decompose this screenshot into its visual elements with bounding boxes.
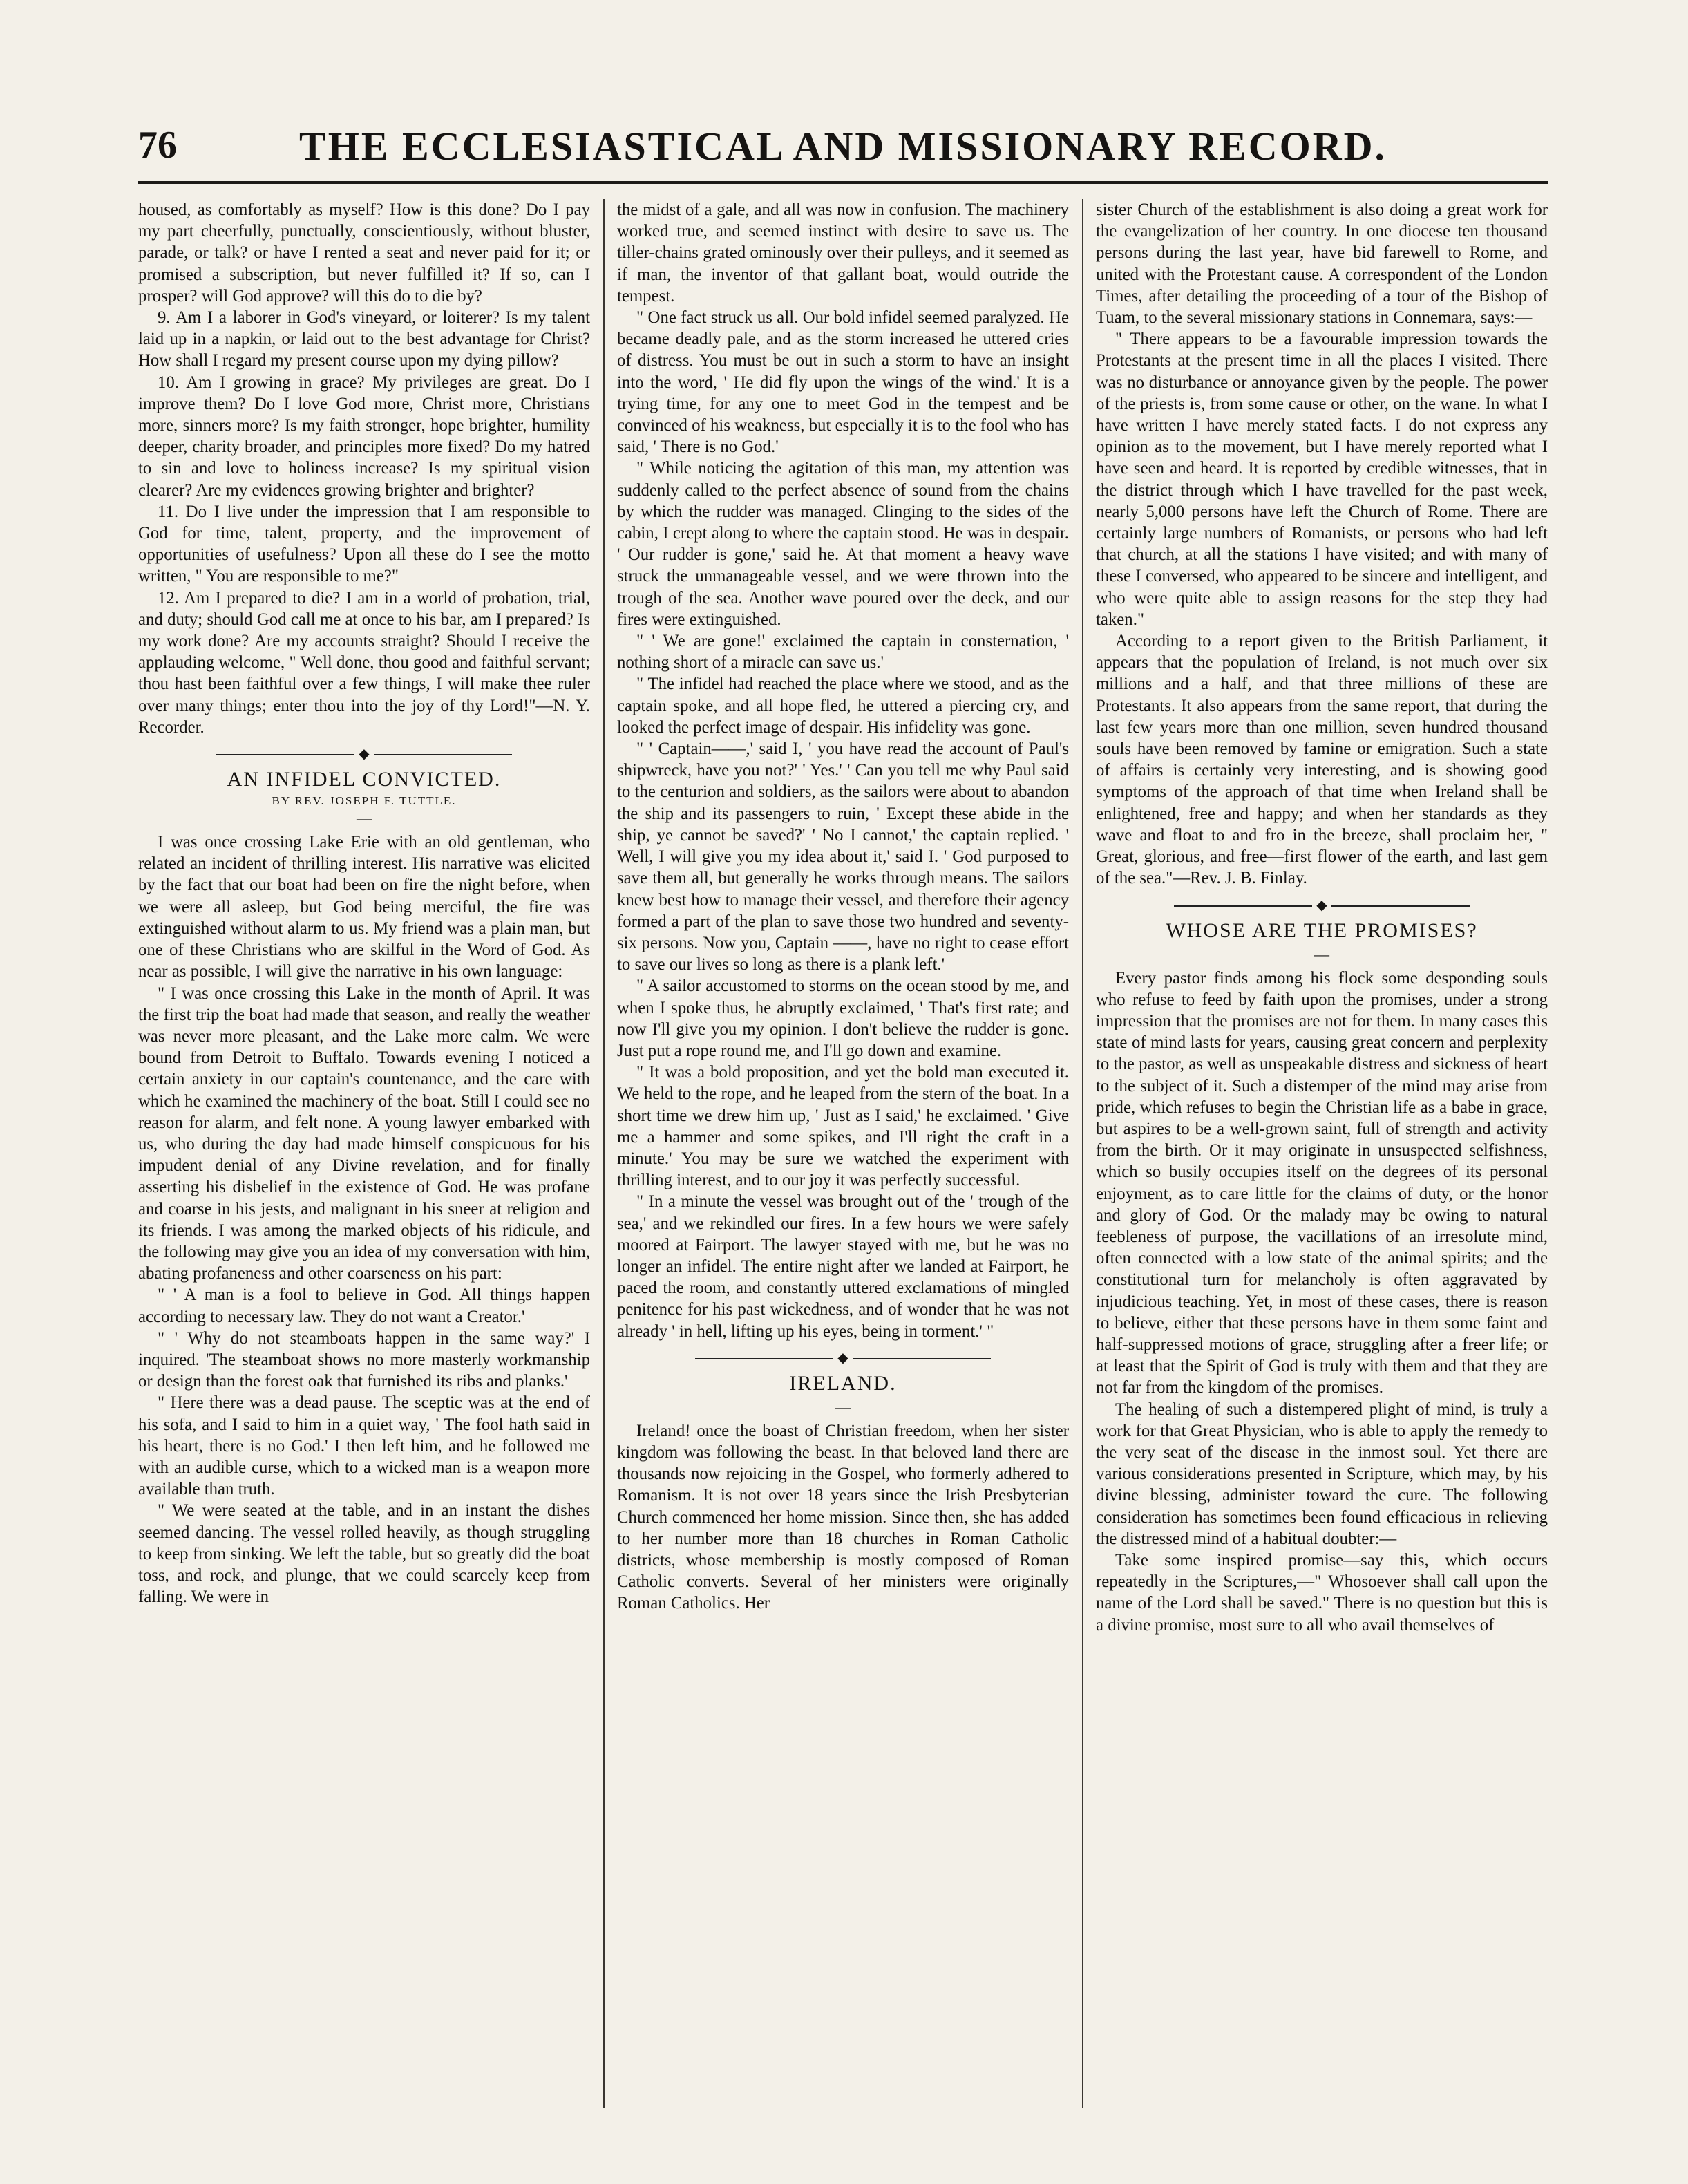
paragraph: Ireland! once the boast of Christian freedom, when her sister kingdom was following the beast. In that beloved land there are thousands now rejoicing in the Gospel, who formerly adhered to Romanism. It is not over 18 years since the Irish Presbyterian Church commenced her home mission. Since then, she has added to her number more than 18 churches in Roman Catholic districts, whose membership is mostly composed of Roman Catholic converts. Several of her ministers were originally Roman Catholics. Her [617, 1421, 1069, 1613]
paragraph: " A sailor accustomed to storms on the ocean stood by me, and when I spoke thus, he abruptly exclaimed, ' That's first rate; and now I'll give you my opinion. I don't believe the rudder is gone. Just put a rope round me, and I'll go down and examine. [617, 977, 1069, 1060]
paragraph: " While noticing the agitation of this man, my attention was suddenly called to the perfect absence of sound from the chains by which the rudder was managed. Clinging to the sides of the cabin, I crept along to where the captain stood. He was in despair. ' Our rudder is gone,' said he. At that moment a heavy wave struck the unmanageable vessel, and we were thrown into the trough of the sea. Another wave poured over the deck, and our fires were extinguished. [617, 459, 1069, 629]
article-title: WHOSE ARE THE PROMISES? [1166, 919, 1478, 942]
page-number: 76 [138, 124, 177, 167]
page-header [138, 117, 1548, 180]
section-separator: ◆ [617, 1349, 1069, 1366]
columns [138, 199, 1548, 2108]
paragraph: " One fact struck us all. Our bold infidel seemed paralyzed. He became deadly pale, and as the storm increased he uttered cries of distress. You must be out in such a storm to have an insight into the word, ' He did fly upon the wings of the wind.' It is a trying time, for any one to meet God in the tempest and be convinced of his weakness, but especially it is to the fool who has said, ' There is no God.' [617, 308, 1069, 457]
article-title: AN INFIDEL CONVICTED. [227, 768, 502, 791]
paragraph: 12. Am I prepared to die? I am in a world of probation, trial, and duty; should God call me at once to his bar, am I prepared? Is my work done? Are my accounts straight? Should I receive the applauding welcome, " Well done, thou good and faithful servant; thou hast been faithful over a few things, I will make thee ruler over many things; enter thou into the joy of thy Lord!"—N. Y. Recorder. [138, 588, 590, 737]
paragraph: " Here there was a dead pause. The sceptic was at the end of his sofa, and I said to him in a quiet way, ' The fool hath said in his heart, there is no God.' I then left him, and he followed me with an audible curse, which to a wicked man is a weapon more available than truth. [138, 1393, 590, 1499]
section-separator: ◆ [138, 745, 590, 762]
column-divider [1082, 199, 1083, 2108]
paragraph: " ' A man is a fool to believe in God. All things happen according to necessary law. They do not want a Creator.' [138, 1286, 590, 1326]
paragraph: Every pastor finds among his flock some desponding souls who refuse to feed by faith upon the promises, under a strong impression that the promises are not for them. In many cases this state of mind lasts for years, causing great concern and perplexity to the pastor, as well as unspeakable distress and sickness of heart to the subject of it. Such a distemper of the mind may arise from pride, which refuses to begin the Christian life as a babe in grace, but aspires to be a well-grown saint, full of strength and activity from the birth. Or it may originate in unsuspected selfishness, which so busily occupies itself on the degrees of its personal enjoyment, as to care little for the claims of duty, or the honor and glory of God. Or the malady may be owing to natural feebleness of purpose, the vacillations of an irresolute mind, often connected with a low state of the animal spirits; and the constitutional turn for melancholy is often aggravated by injudicious teaching. Yet, in most of these cases, there is reason to believe, either that these persons have in them some faint and half-suppressed motions of grace, struggling after a freer life; or at least that the Spirit of God is truly with them and that they are not far from the kingdom of the promises. [1096, 968, 1548, 1397]
paragraph: The healing of such a distempered plight of mind, is truly a work for that Great Physician, who is able to apply the remedy to the very seat of the disease in the inmost soul. Yet there are various considerations presented in Scripture, which may, by his divine blessing, administer toward the cure. The following consideration has sometimes been found efficacious in relieving the distressed mind of a habitual doubter:— [1096, 1400, 1548, 1548]
paragraph: 9. Am I a laborer in God's vineyard, or loiterer? Is my talent laid up in a napkin, or laid out to the best advantage for Christ? How shall I regard my present course upon my dying pillow? [138, 308, 590, 370]
paragraph: " I was once crossing this Lake in the month of April. It was the first trip the boat had made that season, and really the weather was never more pleasant, and the Lake more calm. We were bound from Detroit to Buffalo. Towards evening I noticed a certain anxiety in our captain's countenance, and the care with which he examined the machinery of the boat. Still I could see no reason for alarm, and felt none. A young lawyer embarked with us, who during the day had made himself conspicuous for his impudent denial of any Divine revelation, and for finally asserting his disbelief in the existence of God. He was profane and coarse in his jests, and malignant in his sneer at religion and its friends. I was among the marked objects of his ridicule, and the following may give you an idea of my conversation with him, abating profaneness and other coarseness on his part: [138, 983, 590, 1283]
byline: BY REV. JOSEPH F. TUTTLE. [272, 794, 457, 808]
paragraph: " The infidel had reached the place where we stood, and as the captain spoke, and all hope fled, he uttered a piercing cry, and looked the perfect image of despair. His infidelity was gone. [617, 675, 1069, 737]
paragraph: " It was a bold proposition, and yet the bold man executed it. We held to the rope, and he leaped from the stern of the boat. In a short time we drew him up, ' Just as I said,' he exclaimed. ' Give me a hammer and some spikes, and I'll right the craft in a minute.' You may be sure we watched the experiment with thrilling interest, and to our joy it was perfectly successful. [617, 1063, 1069, 1190]
paragraph: According to a report given to the British Parliament, it appears that the population of Ireland, is not much over six millions and a half, and that three millions of these are Protestants. It also appears from the same report, that during the last few years more than one million, seven hundred thousand souls have been removed by famine or emigration. Such a state of affairs is certainly very interesting, and is showing good symptoms of the approach of that time when Ireland shall be enlightened, free and happy; and when her standards as they wave and float to and fro in the breeze, shall proclaim her, " Great, glorious, and free—first flower of the earth, and last gem of the sea."—Rev. J. B. Finlay. [1096, 632, 1548, 888]
paragraph: " ' Captain——,' said I, ' you have read the account of Paul's shipwreck, have you not?' ' Yes.' ' Can you tell me why Paul said to the centurion and soldiers, as the sailors were about to abandon the ship and its passengers to ruin, ' Except these abide in the ship, ye cannot be saved?' ' No I cannot,' the captain replied. ' Well, I will give you my idea about it,' said I. ' God purposed to save them all, but generally he works through means. The sailors knew best how to manage their vessel, and therefore their agency formed a part of the plan to save those two hundred and seventy-six persons. Now you, Captain ——, have no right to cease effort to save our lives so long as there is a plank left.' [617, 740, 1069, 975]
running-title: THE ECCLESIASTICAL AND MISSIONARY RECORD. [299, 124, 1387, 169]
paragraph: " ' We are gone!' exclaimed the captain in consternation, ' nothing short of a miracle can save us.' [617, 632, 1069, 672]
paragraph: I was once crossing Lake Erie with an old gentleman, who related an incident of thrilling interest. His narrative was elicited by the fact that our boat had been on fire the night before, when we were all asleep, but God being merciful, the fire was extinguished without alarm to us. My friend was a plain man, but one of these Christians who are skilful in the Word of God. As near as possible, I will give the narrative in his own language: [138, 833, 590, 981]
column-1 [138, 199, 590, 2108]
paragraph: the midst of a gale, and all was now in confusion. The machinery worked true, and seemed instinct with desire to save us. The tiller-chains grated ominously over their pulleys, and it seemed as if man, the inventor of that gallant boat, would outride the tempest. [617, 200, 1069, 305]
paragraph: " There appears to be a favourable impression towards the Protestants at the present time in all the places I visited. There was no disturbance or annoyance given by the people. The power of the priests is, from some cause or other, on the wane. In what I have written I have merely stated facts. I do not express any opinion as to the movement, but I have merely reported what I have seen and heard. It is reported by credible witnesses, that in the district through which I have travelled for the past week, nearly 5,000 persons have left the Church of Rome. There are certainly large numbers of Romanists, or persons who had left that church, at all the stations I have visited; and with many of these I conversed, who appeared to be sincere and intelligent, and who were quite able to assign reasons for the step they had taken." [1096, 330, 1548, 629]
paragraph: 10. Am I growing in grace? My privileges are great. Do I improve them? Do I love God more, Christ more, Christians more, sinners more? Is my faith stronger, hope brighter, humility deeper, charity broader, and principles more fixed? Do my hatred to sin and love to holiness increase? Is my spiritual vision clearer? Are my evidences growing brighter and brighter? [138, 373, 590, 500]
newspaper-page [138, 117, 1548, 2108]
paragraph: " In a minute the vessel was brought out of the ' trough of the sea,' and we rekindled our fires. In a few hours we were safely moored at Fairport. The lawyer stayed with me, but he was no longer an infidel. The entire night after we landed at Fairport, he paced the room, and constantly uttered exclamations of mingled penitence for his past wickedness, and of wonder that he was not already ' in hell, lifting up his eyes, being in torment.' " [617, 1192, 1069, 1341]
paragraph: sister Church of the establishment is also doing a great work for the evangelization of her country. In one diocese ten thousand persons during the last year, have bid farewell to Rome, and united with the Protestant cause. A correspondent of the London Times, after detailing the proceeding of a tour of the Bishop of Tuam, to the several missionary stations in Connemara, says:— [1096, 200, 1548, 328]
title-dash: — [835, 1397, 851, 1415]
column-divider [603, 199, 605, 2108]
column-3 [1096, 199, 1548, 2108]
title-dash: — [357, 809, 372, 827]
column-2 [617, 199, 1069, 2108]
paragraph: Take some inspired promise—say this, which occurs repeatedly in the Scriptures,—" Whosoever shall call upon the name of the Lord shall be saved." There is no question but this is a divine promise, most sure to all who avail themselves of [1096, 1550, 1548, 1635]
header-rule [138, 181, 1548, 184]
article-title: IRELAND. [789, 1371, 897, 1395]
paragraph: " We were seated at the table, and in an instant the dishes seemed dancing. The vessel rolled heavily, as though struggling to keep from sinking. We left the table, but so greatly did the boat toss, and rock, and plunge, that we could scarcely keep from falling. We were in [138, 1501, 590, 1607]
paragraph: housed, as comfortably as myself? How is this done? Do I pay my part cheerfully, punctually, conscientiously, without bluster, parade, or talk? or have I rented a seat and never paid for it; or promised a subscription, but never fulfilled it? If so, can I prosper? will God approve? will this do to die by? [138, 200, 590, 305]
paragraph: " ' Why do not steamboats happen in the same way?' I inquired. 'The steamboat shows no more masterly workmanship or design than the forest oak that furnished its ribs and planks.' [138, 1328, 590, 1391]
title-dash: — [1314, 945, 1329, 963]
section-separator: ◆ [1096, 896, 1548, 914]
paragraph: 11. Do I live under the impression that I am responsible to God for time, talent, property, and the improvement of opportunities of usefulness? Upon all these do I see the motto written, " You are responsible to me?" [138, 502, 590, 586]
